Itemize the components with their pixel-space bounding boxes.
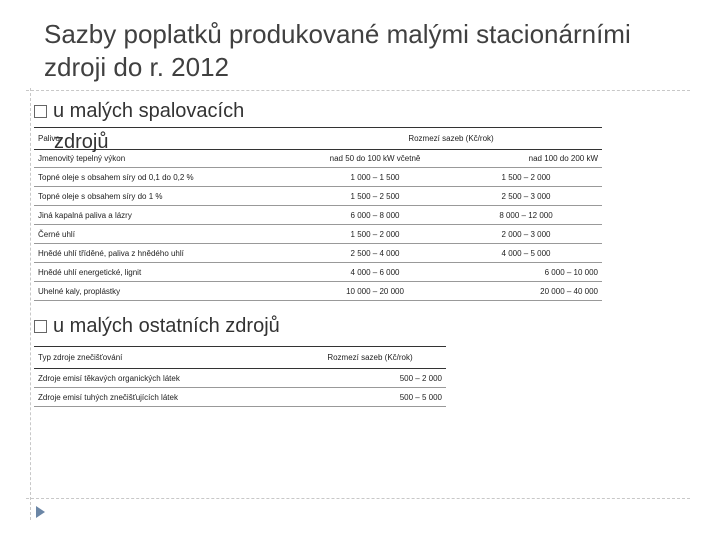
source-type-header: Typ zdroje znečišťování	[34, 347, 294, 369]
combustion-rates-table	[34, 127, 602, 301]
bullet-text: u malých spalovacích	[53, 100, 245, 122]
table-row	[34, 168, 602, 187]
bottom-divider	[26, 498, 690, 499]
fuel-cell: Topné oleje s obsahem síry od 0,1 do 0,2 %	[34, 168, 300, 187]
rate-low-cell: 10 000 – 20 000	[300, 282, 450, 301]
rate-low-cell: 6 000 – 8 000	[300, 206, 450, 225]
bullet-box-icon	[34, 105, 47, 118]
rate-high-cell: 1 500 – 2 000	[450, 168, 602, 187]
fuel-cell: Topné oleje s obsahem síry do 1 %	[34, 187, 300, 206]
bullet-continuation: zdrojů	[54, 131, 109, 153]
bullet-other-sources	[34, 315, 280, 337]
table-row	[34, 244, 602, 263]
fuel-cell: Hnědé uhlí tříděné, paliva z hnědého uhlí	[34, 244, 300, 263]
rate-range-header: Rozmezí sazeb (Kč/rok)	[300, 128, 602, 150]
bullet-small-combustion	[34, 100, 244, 122]
rate-low-cell: 4 000 – 6 000	[300, 263, 450, 282]
table-row	[34, 282, 602, 301]
other-sources-rates-table	[34, 346, 446, 407]
table-row	[34, 369, 446, 388]
slide-title: Sazby poplatků produkované malými stacionárními zdroji do r. 2012	[44, 19, 631, 82]
table-row	[34, 388, 446, 407]
fuel-cell: Hnědé uhlí energetické, lignit	[34, 263, 300, 282]
fuel-cell: Uhelné kaly, proplástky	[34, 282, 300, 301]
rate-high-cell: 20 000 – 40 000	[450, 282, 602, 301]
rate-high-cell: 8 000 – 12 000	[450, 206, 602, 225]
power-low-header: nad 50 do 100 kW včetně	[300, 150, 450, 168]
rate-range-header: Rozmezí sazeb (Kč/rok)	[294, 347, 446, 369]
table-row	[34, 187, 602, 206]
rate-low-cell: 1 500 – 2 000	[300, 225, 450, 244]
rate-low-cell: 1 500 – 2 500	[300, 187, 450, 206]
rate-cell: 500 – 5 000	[294, 388, 446, 407]
rate-cell: 500 – 2 000	[294, 369, 446, 388]
fuel-cell: Černé uhlí	[34, 225, 300, 244]
rate-low-cell: 2 500 – 4 000	[300, 244, 450, 263]
rate-high-cell: 6 000 – 10 000	[450, 263, 602, 282]
rate-high-cell: 2 500 – 3 000	[450, 187, 602, 206]
rate-high-cell: 2 000 – 3 000	[450, 225, 602, 244]
table-header-row	[34, 347, 446, 369]
rate-low-cell: 1 000 – 1 500	[300, 168, 450, 187]
table-subheader-row	[34, 150, 602, 168]
power-column-header: Jmenovitý tepelný výkon	[34, 150, 300, 168]
slide-arrow-icon	[36, 506, 45, 518]
table-row	[34, 206, 602, 225]
table-row	[34, 263, 602, 282]
bullet-text: u malých ostatních zdrojů	[53, 315, 280, 337]
bullet-box-icon	[34, 320, 47, 333]
source-type-cell: Zdroje emisí tuhých znečišťujících látek	[34, 388, 294, 407]
power-high-header: nad 100 do 200 kW	[450, 150, 602, 168]
fuel-column-header: Palivo	[34, 128, 300, 150]
table-header-row	[34, 128, 602, 150]
title-divider	[26, 90, 690, 91]
fuel-cell: Jiná kapalná paliva a lázry	[34, 206, 300, 225]
table-row	[34, 225, 602, 244]
left-guide	[30, 88, 31, 520]
source-type-cell: Zdroje emisí těkavých organických látek	[34, 369, 294, 388]
rate-high-cell: 4 000 – 5 000	[450, 244, 602, 263]
